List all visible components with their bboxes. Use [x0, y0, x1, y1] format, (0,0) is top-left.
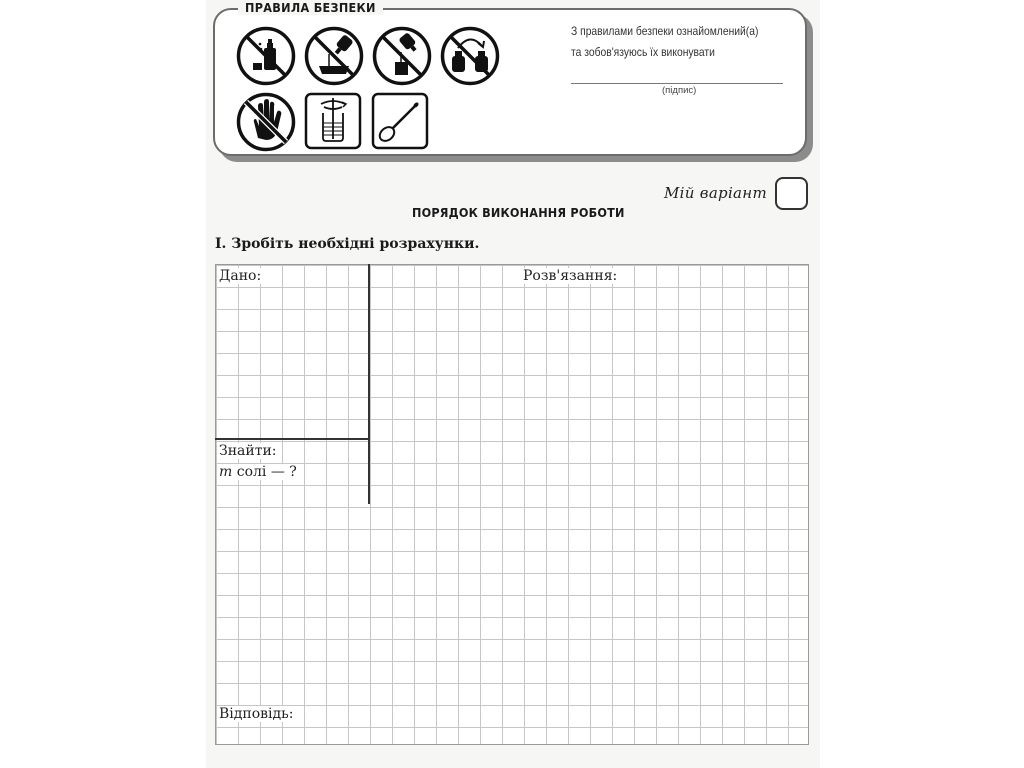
- stir-with-rod-icon: [304, 92, 362, 150]
- no-spraying-icon: [236, 26, 296, 86]
- find-item: [219, 464, 297, 480]
- find-item-text: солі — ?: [232, 464, 297, 480]
- safety-rules-title: ПРАВИЛА БЕЗПЕКИ: [238, 0, 383, 15]
- consent-line-1: З правилами безпеки ознайомлений(а): [571, 24, 759, 38]
- no-mixing-reagents-icon: [440, 26, 500, 86]
- no-pouring-into-beaker-icon: [372, 26, 432, 86]
- given-label: Дано:: [219, 268, 262, 284]
- task-heading: І. Зробіть необхідні розрахунки.: [215, 236, 480, 252]
- procedure-title: ПОРЯДОК ВИКОНАННЯ РОБОТИ: [412, 205, 625, 220]
- variant-input-box[interactable]: [775, 177, 808, 210]
- given-divider-horizontal: [215, 438, 368, 440]
- signature-line[interactable]: [571, 83, 783, 84]
- variant-label: Мій варіант: [664, 184, 768, 202]
- no-touching-with-hands-icon: [236, 92, 296, 152]
- consent-text: [571, 21, 758, 63]
- use-spatula-icon: [371, 92, 429, 150]
- consent-line-2: та зобов'язуюсь їх виконувати: [571, 45, 715, 59]
- find-item-symbol: m: [219, 464, 233, 480]
- given-divider-vertical: [368, 264, 370, 504]
- no-pouring-from-bottle-icon: [304, 26, 364, 86]
- find-label: Знайти:: [219, 443, 277, 459]
- signature-label: (підпис): [662, 85, 697, 96]
- answer-label: Відповідь:: [219, 706, 294, 722]
- calculation-grid[interactable]: [215, 264, 809, 745]
- solution-label: Розв'язання:: [523, 268, 618, 284]
